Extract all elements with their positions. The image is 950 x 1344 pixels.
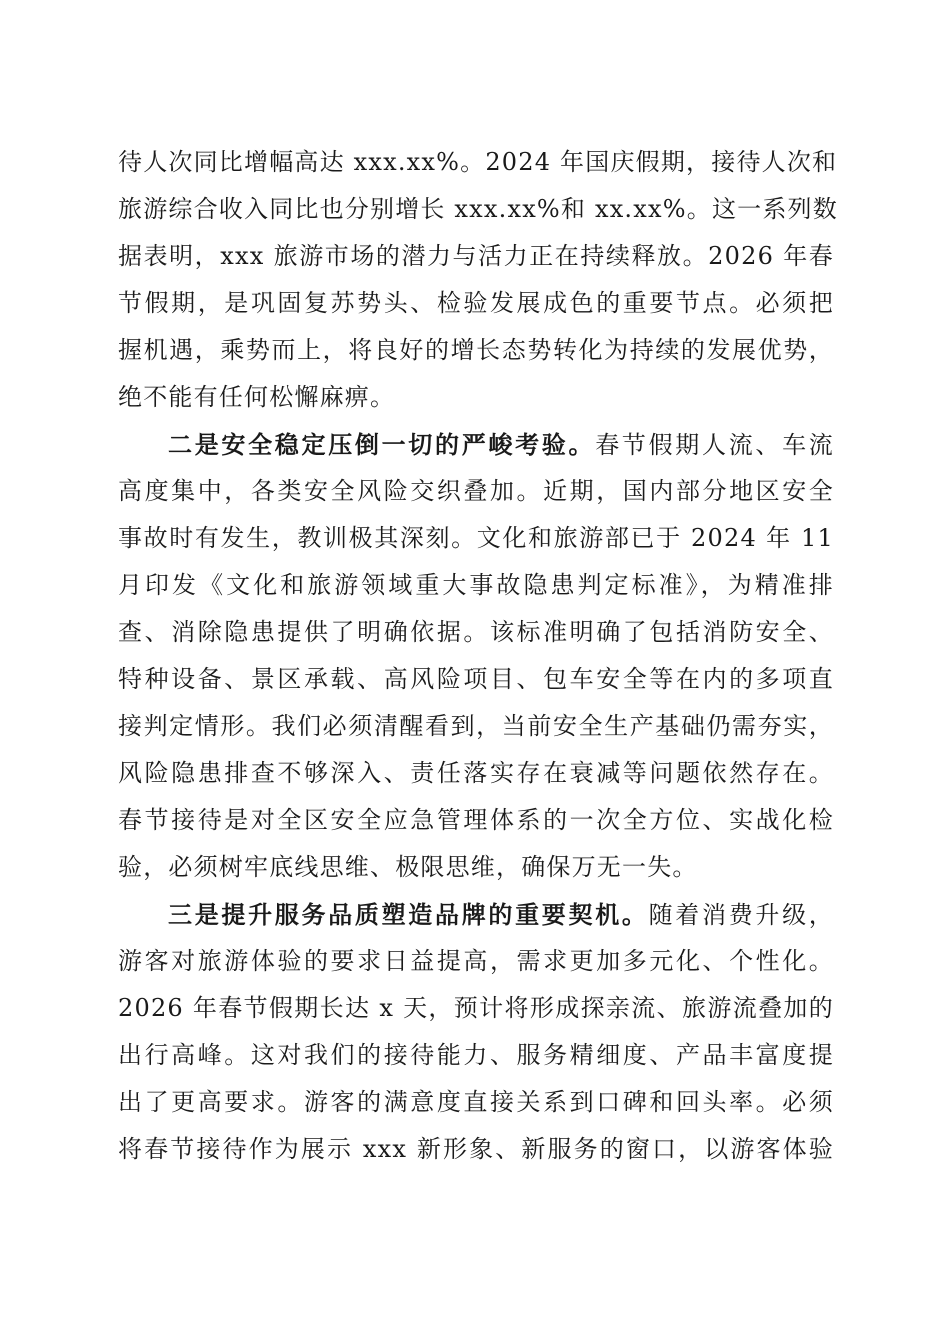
paragraph-heading: 二是安全稳定压倒一切的严峻考验。 bbox=[168, 430, 596, 459]
text-line: 月印发《文化和旅游领域重大事故隐患判定标准》，为精准排 bbox=[118, 571, 834, 599]
text-line: 春节接待是对全区安全应急管理体系的一次全方位、实战化检 bbox=[118, 806, 834, 834]
text-line: 风险隐患排查不够深入、责任落实存在衰减等问题依然存在。 bbox=[118, 759, 834, 787]
text-line: 节假期，是巩固复苏势头、检验发展成色的重要节点。必须把 bbox=[118, 289, 834, 317]
text-line: 旅游综合收入同比也分别增长 xxx.xx%和 xx.xx%。这一系列数 bbox=[118, 195, 838, 223]
text-line: 事故时有发生，教训极其深刻。文化和旅游部已于 2024 年 11 bbox=[118, 524, 834, 552]
text-line: 据表明，xxx 旅游市场的潜力与活力正在持续释放。2026 年春 bbox=[118, 242, 834, 270]
text-line: 接判定情形。我们必须清醒看到，当前安全生产基础仍需夯实， bbox=[118, 712, 834, 740]
text-line: 将春节接待作为展示 xxx 新形象、新服务的窗口，以游客体验 bbox=[118, 1135, 834, 1163]
text-line: 验，必须树牢底线思维、极限思维，确保万无一失。 bbox=[118, 853, 698, 881]
paragraph-3 bbox=[118, 891, 834, 1173]
paragraph-1 bbox=[118, 139, 838, 421]
text-line: 查、消除隐患提供了明确依据。该标准明确了包括消防安全、 bbox=[118, 618, 834, 646]
text-line: 2026 年春节假期长达 x 天，预计将形成探亲流、旅游流叠加的 bbox=[118, 994, 834, 1022]
text-line bbox=[118, 891, 834, 938]
text-line: 握机遇，乘势而上，将良好的增长态势转化为持续的发展优势， bbox=[118, 336, 834, 364]
text-line: 绝不能有任何松懈麻痹。 bbox=[118, 383, 396, 411]
text-line: 待人次同比增幅高达 xxx.xx%。2024 年国庆假期，接待人次和 bbox=[118, 148, 838, 176]
paragraph-2 bbox=[118, 421, 834, 891]
document-body bbox=[118, 139, 838, 1173]
text-line bbox=[118, 421, 834, 468]
text-run: 春节假期人流、车流 bbox=[595, 431, 834, 459]
paragraph-heading: 三是提升服务品质塑造品牌的重要契机。 bbox=[168, 900, 649, 929]
text-line: 游客对旅游体验的要求日益提高，需求更加多元化、个性化。 bbox=[118, 947, 834, 975]
text-run: 随着消费升级， bbox=[648, 901, 834, 929]
text-line: 出了更高要求。游客的满意度直接关系到口碑和回头率。必须 bbox=[118, 1088, 834, 1116]
text-line: 高度集中，各类安全风险交织叠加。近期，国内部分地区安全 bbox=[118, 477, 834, 505]
text-line: 特种设备、景区承载、高风险项目、包车安全等在内的多项直 bbox=[118, 665, 834, 693]
text-line: 出行高峰。这对我们的接待能力、服务精细度、产品丰富度提 bbox=[118, 1041, 834, 1069]
